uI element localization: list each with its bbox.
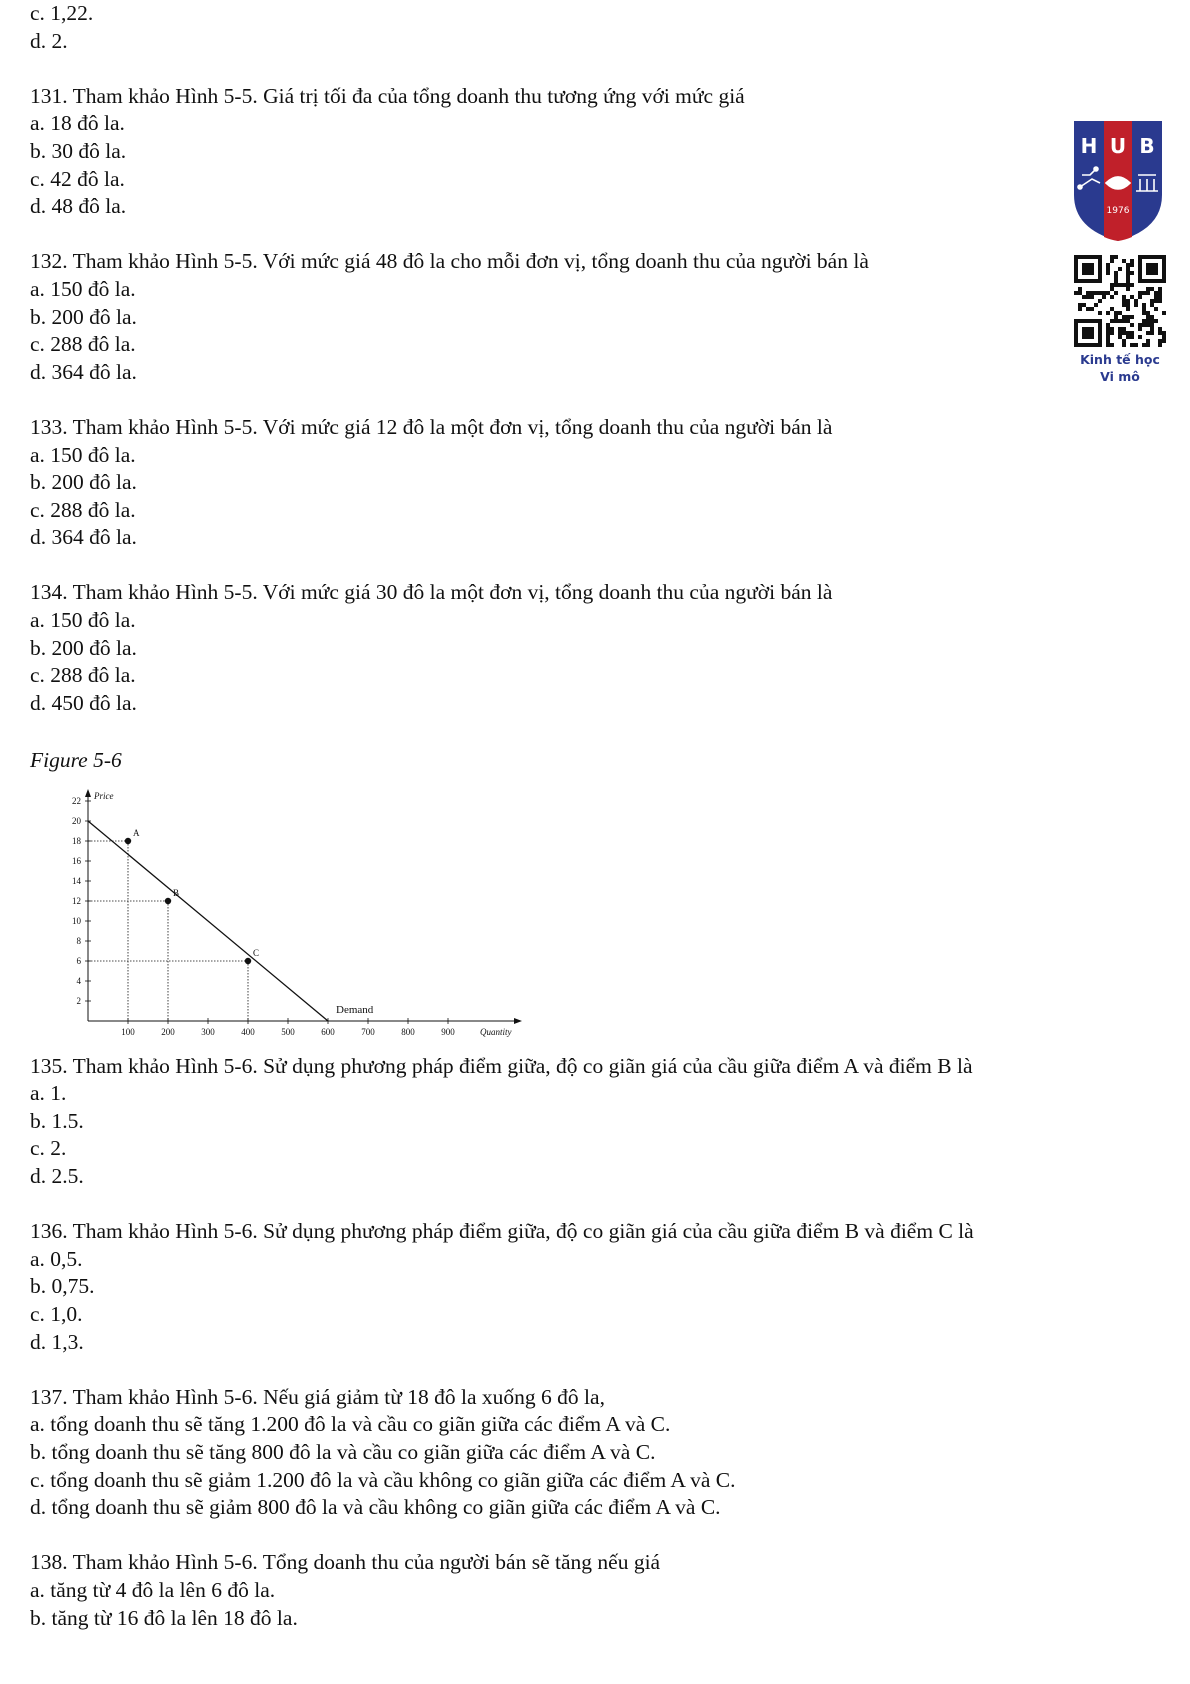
document-body <box>30 0 1030 1632</box>
point-label-b: B <box>173 887 180 898</box>
x-tick-label: 900 <box>441 1026 455 1037</box>
answer-option: d. 1,3. <box>30 1329 84 1354</box>
answer-option: a. tổng doanh thu sẽ tăng 1.200 đô la và cầu co giãn giữa các điểm A và C. <box>30 1412 671 1437</box>
answer-option: d. 2. <box>30 28 68 53</box>
data-point-c <box>245 957 251 963</box>
question-stem: 131. Tham khảo Hình 5-5. Giá trị tối đa của tổng doanh thu tương ứng với mức giá <box>30 83 745 108</box>
answer-option: b. 200 đô la. <box>30 304 137 329</box>
y-axis-label: Price <box>94 790 114 801</box>
y-tick-label: 12 <box>72 895 81 906</box>
answer-option: b. 200 đô la. <box>30 470 137 495</box>
answer-option: a. 150 đô la. <box>30 276 136 301</box>
x-tick-label: 800 <box>401 1026 415 1037</box>
point-label-a: A <box>133 827 140 838</box>
x-tick-label: 200 <box>161 1026 175 1037</box>
answer-option: c. 288 đô la. <box>30 663 136 688</box>
x-tick-label: 500 <box>281 1026 295 1037</box>
x-tick-label: 700 <box>361 1026 375 1037</box>
y-tick-label: 18 <box>72 835 81 846</box>
question-stem: 134. Tham khảo Hình 5-5. Với mức giá 30 đô la một đơn vị, tổng doanh thu của người bán là <box>30 580 833 605</box>
x-tick-label: 600 <box>321 1026 335 1037</box>
logo-letter-b: B <box>1139 134 1155 158</box>
answer-option: c. 1,22. <box>30 1 94 25</box>
answer-option: d. 364 đô la. <box>30 359 137 384</box>
y-tick-label: 16 <box>72 855 81 866</box>
brand-caption-line1: Kinh tế học <box>1080 352 1160 367</box>
y-tick-label: 14 <box>72 875 81 886</box>
answer-option: d. tổng doanh thu sẽ giảm 800 đô la và cầu không co giãn giữa các điểm A và C. <box>30 1495 721 1520</box>
answer-option: a. 18 đô la. <box>30 111 125 136</box>
question-stem: 136. Tham khảo Hình 5-6. Sử dụng phương pháp điểm giữa, độ co giãn giá của cầu giữa điểm B và điểm C là <box>30 1219 974 1244</box>
answer-option: c. 42 đô la. <box>30 166 125 191</box>
answer-option: b. 0,75. <box>30 1274 95 1299</box>
y-tick-label: 10 <box>72 915 81 926</box>
question-stem: 132. Tham khảo Hình 5-5. Với mức giá 48 đô la cho mỗi đơn vị, tổng doanh thu của người bán là <box>30 249 869 274</box>
answer-option: a. tăng từ 4 đô la lên 6 đô la. <box>30 1577 276 1602</box>
y-tick-label: 6 <box>76 955 81 966</box>
demand-line <box>88 821 328 1021</box>
demand-label: Demand <box>336 1003 374 1016</box>
logo-year: 1976 <box>1106 206 1130 216</box>
answer-option: d. 2.5. <box>30 1164 84 1188</box>
y-tick-label: 8 <box>76 935 81 946</box>
answer-option: c. 288 đô la. <box>30 497 136 522</box>
answer-option: b. 1.5. <box>30 1108 84 1133</box>
answer-option: a. 0,5. <box>30 1246 83 1271</box>
answer-option: d. 48 đô la. <box>30 194 127 219</box>
answer-option: d. 364 đô la. <box>30 525 137 550</box>
logo-letter-h: H <box>1080 134 1098 158</box>
x-tick-label: 100 <box>121 1026 135 1037</box>
answer-option: d. 450 đô la. <box>30 690 137 715</box>
answer-option: b. 30 đô la. <box>30 138 127 163</box>
question-stem: 135. Tham khảo Hình 5-6. Sử dụng phương pháp điểm giữa, độ co giãn giá của cầu giữa điểm A và điểm B là <box>30 1053 973 1078</box>
brand-caption-line2: Vi mô <box>1100 369 1140 384</box>
answer-option: a. 150 đô la. <box>30 608 136 633</box>
y-tick-label: 22 <box>72 795 81 806</box>
answer-option: b. tổng doanh thu sẽ tăng 800 đô la và cầu co giãn giữa các điểm A và C. <box>30 1439 656 1464</box>
data-point-b <box>165 897 171 903</box>
figure-title: Figure 5-6 <box>30 748 122 773</box>
answer-option: c. 288 đô la. <box>30 332 136 357</box>
question-stem: 138. Tham khảo Hình 5-6. Tổng doanh thu của người bán sẽ tăng nếu giá <box>30 1550 661 1575</box>
y-axis-arrow <box>85 789 91 797</box>
question-stem: 133. Tham khảo Hình 5-5. Với mức giá 12 đô la một đơn vị, tổng doanh thu của người bán là <box>30 414 833 439</box>
qr-code-icon[interactable] <box>1074 255 1166 347</box>
logo-letter-u: U <box>1109 134 1127 158</box>
x-tick-label: 400 <box>241 1026 255 1037</box>
answer-option: a. 150 đô la. <box>30 442 136 467</box>
point-label-c: C <box>253 947 260 958</box>
data-point-a <box>125 837 131 843</box>
x-axis-label: Quantity <box>480 1026 512 1037</box>
demand-chart <box>30 775 512 1053</box>
brand-panel <box>1070 117 1170 385</box>
answer-option: c. tổng doanh thu sẽ giảm 1.200 đô la và cầu không co giãn giữa các điểm A và C. <box>30 1467 736 1492</box>
answer-option: c. 2. <box>30 1136 67 1161</box>
answer-option: b. tăng từ 16 đô la lên 18 đô la. <box>30 1605 298 1630</box>
answer-option: a. 1. <box>30 1081 67 1106</box>
answer-option: b. 200 đô la. <box>30 635 137 660</box>
x-tick-label: 300 <box>201 1026 215 1037</box>
y-tick-label: 4 <box>76 975 81 986</box>
question-stem: 137. Tham khảo Hình 5-6. Nếu giá giảm từ 18 đô la xuống 6 đô la, <box>30 1384 605 1409</box>
answer-option: c. 1,0. <box>30 1301 83 1326</box>
x-axis-arrow <box>514 1018 522 1024</box>
y-tick-label: 20 <box>72 815 81 826</box>
hub-shield-logo <box>1070 117 1166 243</box>
y-tick-label: 2 <box>76 995 81 1006</box>
